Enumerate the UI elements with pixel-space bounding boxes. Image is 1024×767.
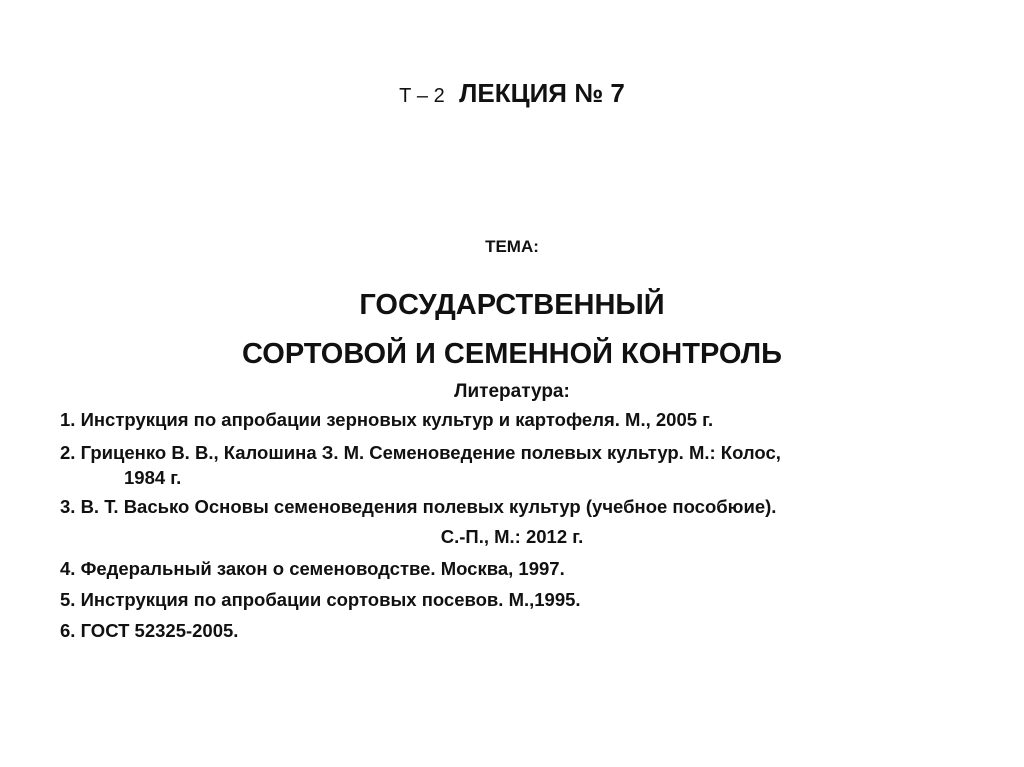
reference-2-continuation: 1984 г. (124, 467, 182, 488)
literature-title: Литература: (454, 381, 570, 402)
lecture-number: ЛЕКЦИЯ № 7 (459, 78, 625, 108)
reference-3: 3. В. Т. Васько Основы семеноведения полевых культур (учебное пособюие). (60, 496, 777, 517)
reference-3-continuation: С.-П., М.: 2012 г. (440, 526, 584, 547)
reference-2: 2. Гриценко В. В., Калошина З. М. Семеноведение полевых культур. М.: Колос, (60, 442, 781, 463)
reference-4: 4. Федеральный закон о семеноводстве. Москва, 1997. (60, 558, 565, 579)
reference-6: 6. ГОСТ 52325-2005. (60, 620, 239, 641)
topic-line-2: СОРТОВОЙ И СЕМЕННОЙ КОНТРОЛЬ (242, 338, 782, 370)
theme-label: ТЕМА: (485, 237, 539, 256)
reference-1: 1. Инструкция по апробации зерновых культур и картофеля. М., 2005 г. (60, 409, 714, 430)
reference-5: 5. Инструкция по апробации сортовых посевов. М.,1995. (60, 589, 581, 610)
lecture-header (0, 78, 1024, 109)
topic-line-1: ГОСУДАРСТВЕННЫЙ (359, 289, 665, 321)
lecture-code: Т – 2 (399, 85, 445, 107)
